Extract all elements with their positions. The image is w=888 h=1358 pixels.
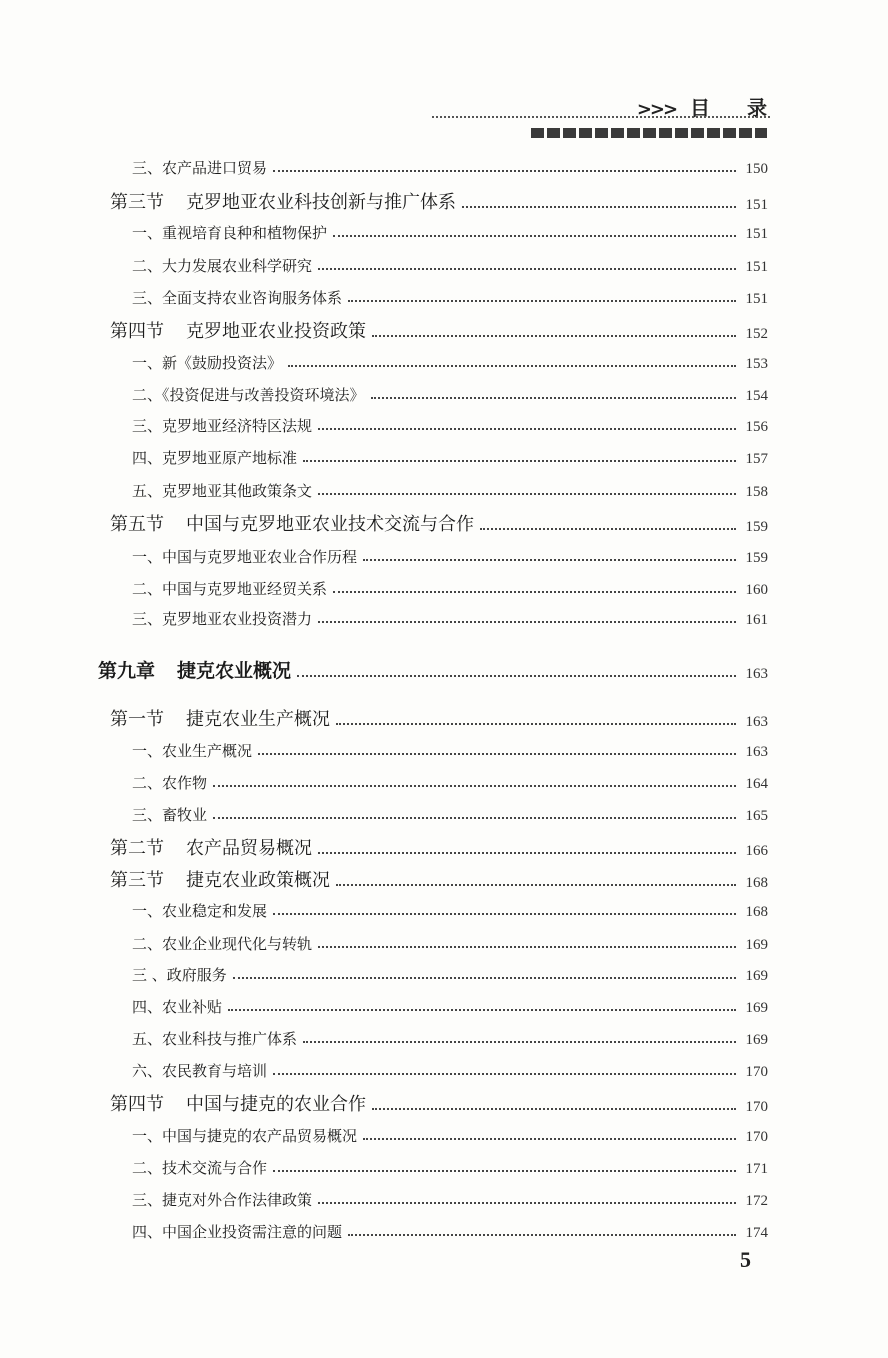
page-number: 5 <box>740 1247 751 1272</box>
toc-page-number: 163 <box>745 744 768 760</box>
toc-page-number: 150 <box>745 161 768 177</box>
toc-page-number: 170 <box>745 1064 768 1080</box>
toc-entry-title: 二、农作物 <box>132 774 208 792</box>
dot-leader <box>336 884 736 886</box>
dot-leader <box>233 977 736 979</box>
toc-entry-label <box>132 608 312 629</box>
toc-item-row[interactable] <box>132 1220 768 1242</box>
dot-leader <box>318 493 736 495</box>
toc-item-row[interactable] <box>132 479 768 501</box>
toc-page-number: 164 <box>745 776 768 792</box>
toc-entry-title: 三、克罗地亚农业投资潜力 <box>132 610 313 628</box>
toc-item-row[interactable] <box>132 221 768 243</box>
toc-page-number: 154 <box>745 388 768 404</box>
toc-page-number: 174 <box>745 1225 768 1241</box>
toc-item-row[interactable] <box>132 607 768 629</box>
toc-entry-title: 一、重视培育良种和植物保护 <box>132 224 328 242</box>
header-block-bar <box>531 128 767 138</box>
toc-page-number: 163 <box>745 666 768 682</box>
toc-item-row[interactable] <box>132 577 768 599</box>
toc-entry-title: 一、中国与克罗地亚农业合作历程 <box>132 548 358 566</box>
toc-entry-label <box>132 384 365 405</box>
toc-item-row[interactable] <box>132 545 768 567</box>
dot-leader <box>318 428 736 430</box>
toc-entry-label <box>132 352 282 373</box>
toc-entry-label <box>132 546 357 567</box>
chevron-icon: >>> <box>636 99 677 120</box>
toc-page-number: 166 <box>745 843 768 859</box>
dot-leader <box>372 335 736 337</box>
section-title: 中国与捷克的农业合作 <box>186 1094 366 1115</box>
toc-item-row[interactable] <box>132 963 768 985</box>
header-title-char-1: 目 <box>690 96 712 120</box>
toc-entry-title: 二、《投资促进与改善投资环境法》 <box>132 386 365 404</box>
toc-entry-title: 一、农业稳定和发展 <box>132 902 268 920</box>
toc-item-row[interactable] <box>132 414 768 436</box>
toc-page-number: 169 <box>745 1000 768 1016</box>
toc-entry-title: 五、克罗地亚其他政策条文 <box>132 482 313 500</box>
toc-page-number: 157 <box>745 451 768 467</box>
section-number: 第四节 <box>110 1094 164 1115</box>
dot-leader <box>333 235 736 237</box>
toc-page-number: 169 <box>745 968 768 984</box>
toc-page-number: 159 <box>745 519 768 535</box>
dot-leader <box>297 675 736 677</box>
section-title: 中国与克罗地亚农业技术交流与合作 <box>186 514 474 535</box>
dot-leader <box>318 852 736 854</box>
toc-page-number: 165 <box>745 808 768 824</box>
toc-entry-label <box>132 447 297 468</box>
dot-leader <box>318 1202 736 1204</box>
toc-entry-title: 四、克罗地亚原产地标准 <box>132 449 298 467</box>
toc-entry-label <box>132 1189 312 1210</box>
toc-item-row[interactable] <box>132 771 768 793</box>
toc-page-number: 172 <box>745 1193 768 1209</box>
toc-page-number: 168 <box>745 875 768 891</box>
dot-leader <box>372 1108 736 1110</box>
dot-leader <box>213 817 736 819</box>
toc-page-number: 153 <box>745 356 768 372</box>
toc-entry-label <box>110 510 474 536</box>
toc-entry-label <box>132 933 312 954</box>
dot-leader <box>336 723 736 725</box>
header-dotted-rule <box>432 116 770 118</box>
dot-leader <box>273 170 736 172</box>
toc-page-number: 156 <box>745 419 768 435</box>
toc-entry-label <box>132 415 312 436</box>
dot-leader <box>213 785 736 787</box>
toc-entry-label <box>132 480 312 501</box>
section-number: 第四节 <box>110 321 164 342</box>
toc-entry-label <box>132 222 327 243</box>
toc-entry-title: 一、中国与捷克的农产品贸易概况 <box>132 1127 358 1145</box>
dot-leader <box>348 300 736 302</box>
section-number: 第五节 <box>110 514 164 535</box>
toc-item-row[interactable] <box>132 351 768 373</box>
toc-page-number: 161 <box>745 612 768 628</box>
toc-page-number: 169 <box>745 937 768 953</box>
toc-section-row[interactable] <box>110 510 768 536</box>
toc-entry-title: 五、农业科技与推广体系 <box>132 1030 298 1048</box>
toc-entry-label <box>132 1125 357 1146</box>
toc-entry-title: 一、新《鼓励投资法》 <box>132 354 283 372</box>
toc-entry-title: 一、农业生产概况 <box>132 742 253 760</box>
toc-page-number: 168 <box>745 904 768 920</box>
dot-leader <box>288 365 736 367</box>
dot-leader <box>303 460 736 462</box>
toc-page-number: 160 <box>745 582 768 598</box>
toc-entry-label <box>110 1090 366 1116</box>
toc-entry-title: 二、农业企业现代化与转轨 <box>132 935 313 953</box>
toc-item-row[interactable] <box>132 156 768 178</box>
toc-section-row[interactable] <box>110 317 768 343</box>
toc-entry-title: 三、捷克对外合作法律政策 <box>132 1191 313 1209</box>
toc-entry-title: 六、农民教育与培训 <box>132 1062 268 1080</box>
chapter-title: 捷克农业概况 <box>177 660 292 682</box>
toc-entry-title: 三、克罗地亚经济特区法规 <box>132 417 313 435</box>
section-number: 第三节 <box>110 192 164 213</box>
toc-entry-title: 二、大力发展农业科学研究 <box>132 257 313 275</box>
toc-item-row[interactable] <box>132 739 768 761</box>
toc-page-number: 151 <box>745 291 768 307</box>
toc-page-number: 163 <box>745 714 768 730</box>
dot-leader <box>228 1009 736 1011</box>
toc-page-number: 151 <box>745 226 768 242</box>
toc-item-row[interactable] <box>132 932 768 954</box>
toc-entry-label <box>132 255 312 276</box>
toc-item-row[interactable] <box>132 995 768 1017</box>
toc-entry-title: 三、农产品进口贸易 <box>132 159 268 177</box>
toc-item-row[interactable] <box>132 1059 768 1081</box>
toc-page-number: 170 <box>745 1129 768 1145</box>
toc-page-number: 171 <box>745 1161 768 1177</box>
toc-item-row[interactable] <box>132 446 768 468</box>
dot-leader <box>462 206 736 208</box>
toc-item-row[interactable] <box>132 1156 768 1178</box>
toc-entry-label <box>132 1060 267 1081</box>
toc-page-number: 170 <box>745 1099 768 1115</box>
dot-leader <box>273 1170 736 1172</box>
toc-item-row[interactable] <box>132 899 768 921</box>
section-number: 第三节 <box>110 870 164 891</box>
toc-section-row[interactable] <box>110 705 768 731</box>
dot-leader <box>318 268 736 270</box>
toc-entry-label <box>132 287 342 308</box>
section-title: 克罗地亚农业科技创新与推广体系 <box>186 192 456 213</box>
toc-entry-title: 三 、政府服务 <box>132 966 227 984</box>
dot-leader <box>318 621 736 623</box>
toc-entry-title: 三、畜牧业 <box>132 806 208 824</box>
toc-page-number: 151 <box>745 197 768 213</box>
toc-entry-label <box>132 578 327 599</box>
toc-entry-label <box>132 1221 342 1242</box>
toc-page-number: 151 <box>745 259 768 275</box>
dot-leader <box>363 559 736 561</box>
toc-entry-label <box>132 1028 297 1049</box>
dot-leader <box>371 397 736 399</box>
toc-section-row[interactable] <box>110 1090 768 1116</box>
section-title: 捷克农业生产概况 <box>186 709 330 730</box>
toc-entry-label <box>132 772 207 793</box>
toc-section-row[interactable] <box>110 834 768 860</box>
dot-leader <box>258 753 736 755</box>
toc-entry-label <box>110 834 312 860</box>
dot-leader <box>348 1234 736 1236</box>
dot-leader <box>273 1073 736 1075</box>
section-title: 农产品贸易概况 <box>186 838 312 859</box>
toc-entry-label <box>110 705 330 731</box>
toc-entry-label <box>132 740 252 761</box>
toc-page-number: 159 <box>745 550 768 566</box>
section-title: 克罗地亚农业投资政策 <box>186 321 366 342</box>
toc-section-row[interactable] <box>110 188 768 214</box>
dot-leader <box>303 1041 736 1043</box>
toc-entry-title: 四、中国企业投资需注意的问题 <box>132 1223 343 1241</box>
toc-page-number: 152 <box>745 326 768 342</box>
toc-item-row[interactable] <box>132 803 768 825</box>
toc-entry-label <box>132 157 267 178</box>
chapter-number: 第九章 <box>98 660 156 682</box>
section-number: 第二节 <box>110 838 164 859</box>
toc-item-row[interactable] <box>132 1124 768 1146</box>
section-title: 捷克农业政策概况 <box>186 870 330 891</box>
toc-entry-label <box>132 900 267 921</box>
toc-entry-label <box>132 804 207 825</box>
toc-item-row[interactable] <box>132 254 768 276</box>
toc-entry-label <box>132 996 222 1017</box>
toc-entry-title: 三、全面支持农业咨询服务体系 <box>132 289 343 307</box>
dot-leader <box>318 946 736 948</box>
toc-entry-label <box>110 188 456 214</box>
toc-item-row[interactable] <box>132 286 768 308</box>
toc-page-number: 169 <box>745 1032 768 1048</box>
section-number: 第一节 <box>110 709 164 730</box>
toc-page-number: 158 <box>745 484 768 500</box>
toc-entry-title: 二、技术交流与合作 <box>132 1159 268 1177</box>
dot-leader <box>363 1138 736 1140</box>
dot-leader <box>480 528 736 530</box>
toc-entry-label <box>132 964 227 985</box>
toc-entry-label <box>110 317 366 343</box>
dot-leader <box>273 913 736 915</box>
toc-entry-label <box>98 656 291 683</box>
toc-entry-label <box>132 1157 267 1178</box>
toc-item-row[interactable] <box>132 1027 768 1049</box>
toc-section-row[interactable] <box>110 866 768 892</box>
header-title-char-2: 录 <box>747 96 768 120</box>
toc-entry-label <box>110 866 330 892</box>
toc-entry-title: 二、中国与克罗地亚经贸关系 <box>132 580 328 598</box>
toc-entry-title: 四、农业补贴 <box>132 998 223 1016</box>
toc-chapter-row[interactable] <box>98 655 768 683</box>
toc-item-row[interactable] <box>132 383 768 405</box>
toc-item-row[interactable] <box>132 1188 768 1210</box>
dot-leader <box>333 591 736 593</box>
